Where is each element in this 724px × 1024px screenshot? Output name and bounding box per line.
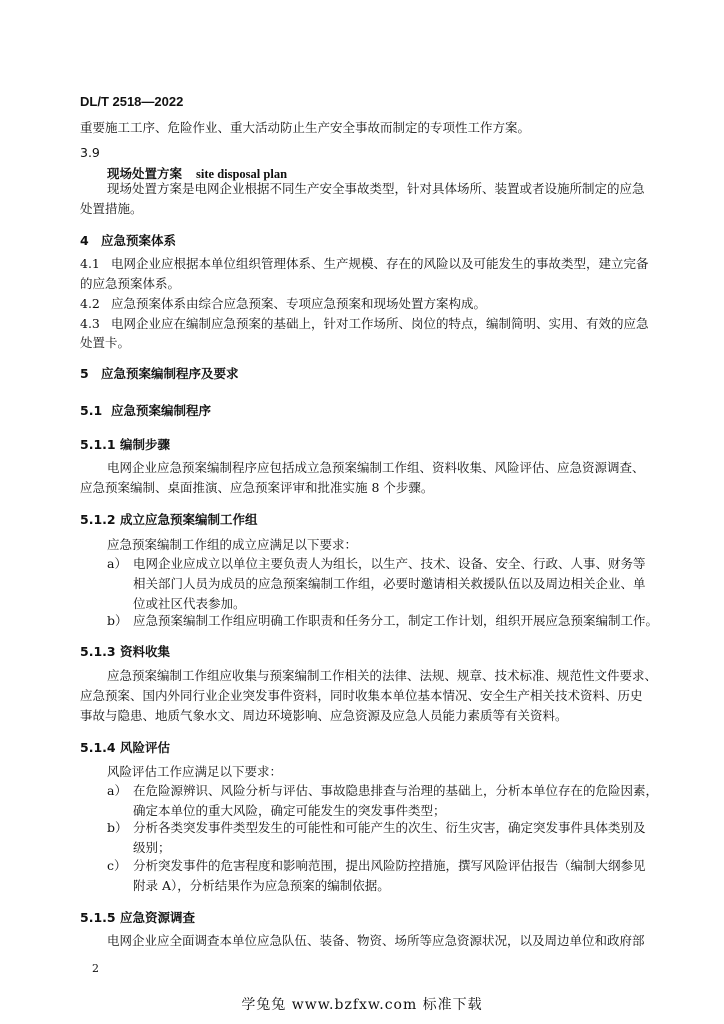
- paragraph-line: 事故与隐患、地质气象水文、周边环境影响、应急资源及应急人员能力素质等有关资料。: [80, 708, 568, 723]
- clause-text: 电网企业应根据本单位组织管理体系、生产规模、存在的风险以及可能发生的事故类型，建立完备: [111, 256, 649, 271]
- paragraph-line: 电网企业应全面调查本单位应急队伍、装备、物资、场所等应急资源状况，以及周边单位和政府部: [107, 933, 645, 948]
- section-title: 应急预案体系: [101, 233, 177, 248]
- list-label: b）: [107, 820, 128, 835]
- subsection-heading: [80, 738, 170, 756]
- subsection-title: 编制步骤: [120, 437, 171, 452]
- paragraph-line: 风险评估工作应满足以下要求：: [107, 764, 283, 779]
- list-item-b: [107, 820, 646, 836]
- section-heading: [80, 364, 239, 382]
- clause-number: 3.9: [80, 145, 100, 160]
- subsection-heading: [80, 510, 258, 528]
- clause-line: [80, 296, 486, 312]
- subsection-title: 应急资源调查: [120, 910, 196, 925]
- paragraph-line: 级别；: [133, 840, 171, 855]
- list-label: c）: [107, 858, 127, 873]
- paragraph-line: 电网企业应急预案编制程序应包括成立急预案编制工作组、资料收集、风险评估、应急资源调查、: [107, 460, 645, 475]
- paragraph-line: 的应急预案体系。: [80, 276, 181, 291]
- page-number: 2: [92, 962, 99, 975]
- section-number: 4: [80, 233, 89, 248]
- term-cn: 现场处置方案: [107, 166, 183, 181]
- list-item-c: [107, 858, 646, 874]
- list-label: a）: [107, 783, 127, 798]
- paragraph-line: 处置卡。: [80, 335, 131, 350]
- footer-watermark: 学兔兔 www.bzfxw.com 标准下载: [241, 997, 483, 1013]
- list-text: 在危险源辨识、风险分析与评估、事故隐患排查与治理的基础上，分析本单位存在的危险因素，: [133, 783, 659, 798]
- clause-line: [80, 316, 649, 332]
- list-item-a: [107, 783, 658, 799]
- subsection-number: 5.1.2: [80, 512, 116, 527]
- list-text: 分析各类突发事件类型发生的可能性和可能产生的次生、衍生灾害，确定突发事件具体类别及: [133, 820, 646, 835]
- paragraph-line: 现场处置方案是电网企业根据不同生产安全事故类型，针对具体场所、装置或者设施所制定的应急: [107, 181, 645, 196]
- section-number: 5: [80, 366, 89, 381]
- subsection-title: 应急预案编制程序: [111, 403, 212, 418]
- paragraph-line: 处置措施。: [80, 201, 143, 216]
- term-en: site disposal plan: [196, 167, 288, 181]
- subsection-heading: [80, 642, 170, 660]
- subsection-heading: [80, 401, 211, 419]
- subsection-number: 5.1.3: [80, 644, 116, 659]
- clause-number: 4.3: [80, 316, 100, 331]
- section-heading: [80, 231, 176, 249]
- section-title: 应急预案编制程序及要求: [101, 366, 239, 381]
- paragraph-line: 确定本单位的重大风险，确定可能发生的突发事件类型；: [133, 803, 446, 818]
- subsection-number: 5.1: [80, 403, 103, 418]
- paragraph-line: 应急预案编制工作组应收集与预案编制工作相关的法律、法规、规章、技术标准、规范性文件要求、: [107, 668, 658, 683]
- clause-number: 4.2: [80, 296, 100, 311]
- clause-line: [80, 256, 649, 272]
- term-heading: [107, 164, 287, 182]
- paragraph-line: 重要施工工序、危险作业、重大活动防止生产安全事故而制定的专项性工作方案。: [80, 120, 531, 135]
- list-label: a）: [107, 556, 127, 571]
- subsection-title: 资料收集: [120, 644, 171, 659]
- list-item-a: [107, 556, 646, 572]
- paragraph-line: 附录 A），分析结果作为应急预案的编制依据。: [133, 878, 390, 893]
- paragraph-line: 应急预案编制、桌面推演、应急预案评审和批准实施 8 个步骤。: [80, 480, 434, 495]
- list-text: 分析突发事件的危害程度和影响范围，提出风险防控措施，撰写风险评估报告（编制大纲参见: [133, 858, 646, 873]
- clause-number: 4.1: [80, 256, 100, 271]
- list-label: b）: [107, 613, 128, 628]
- list-item-b: [107, 613, 658, 629]
- list-text: 应急预案编制工作组应明确工作职责和任务分工，制定工作计划，组织开展应急预案编制工作。: [133, 613, 659, 628]
- subsection-number: 5.1.5: [80, 910, 116, 925]
- standard-number: DL/T 2518—2022: [80, 94, 184, 109]
- subsection-number: 5.1.4: [80, 740, 116, 755]
- subsection-title: 成立应急预案编制工作组: [120, 512, 258, 527]
- subsection-number: 5.1.1: [80, 437, 116, 452]
- clause-text: 应急预案体系由综合应急预案、专项应急预案和现场处置方案构成。: [111, 296, 487, 311]
- paragraph-line: 应急预案、国内外同行业企业突发事件资料，同时收集本单位基本情况、安全生产相关技术资料、历史: [80, 688, 643, 703]
- list-text: 电网企业应成立以单位主要负责人为组长，以生产、技术、设备、安全、行政、人事、财务等: [133, 556, 646, 571]
- subsection-title: 风险评估: [120, 740, 171, 755]
- subsection-heading: [80, 435, 170, 453]
- paragraph-line: 相关部门人员为成员的应急预案编制工作组，必要时邀请相关救援队伍以及周边相关企业、单: [133, 576, 646, 591]
- paragraph-line: 位或社区代表参加。: [133, 596, 246, 611]
- clause-text: 电网企业应在编制应急预案的基础上，针对工作场所、岗位的特点，编制简明、实用、有效的应急: [111, 316, 649, 331]
- paragraph-line: 应急预案编制工作组的成立应满足以下要求：: [107, 537, 358, 552]
- subsection-heading: [80, 908, 195, 926]
